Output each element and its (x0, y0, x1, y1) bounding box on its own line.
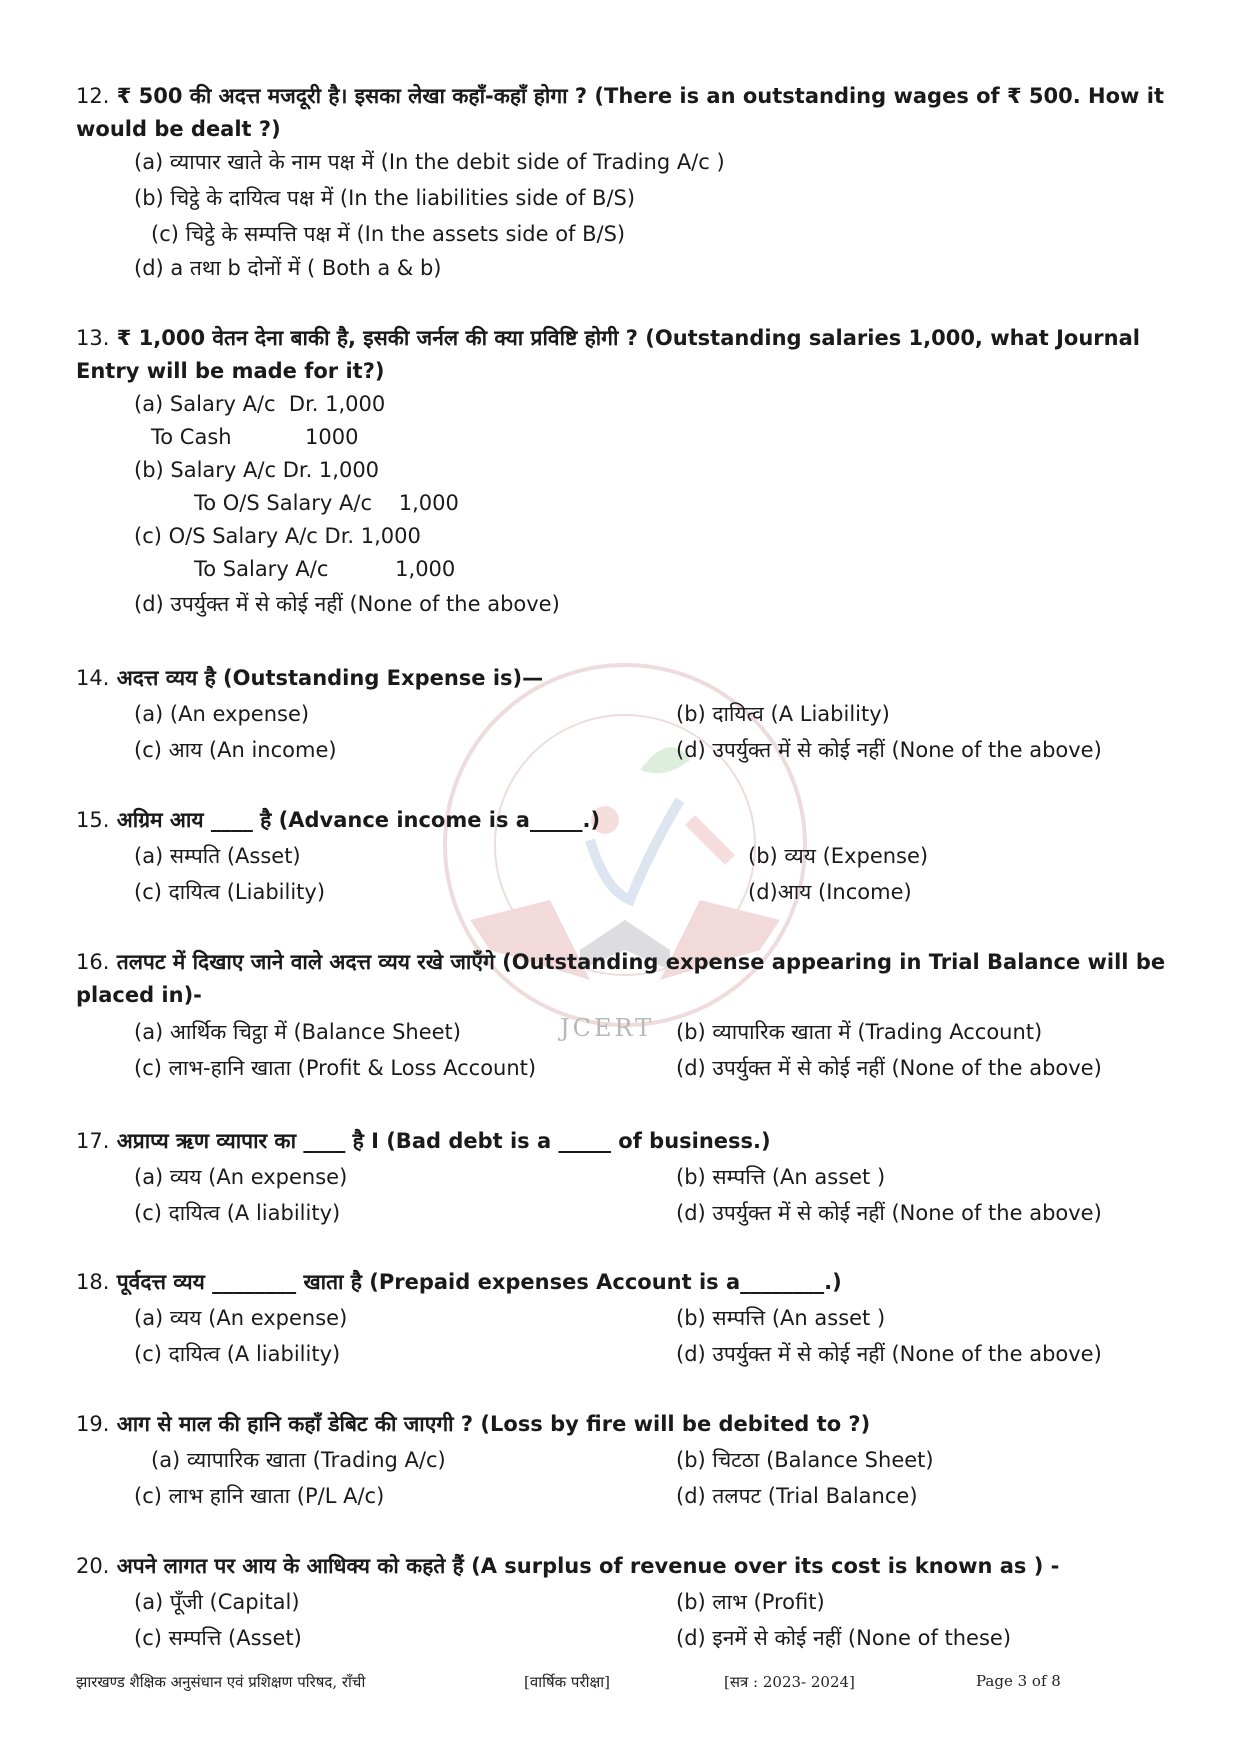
option-c[interactable]: (c) दायित्व (A liability) (134, 1342, 341, 1366)
option-d[interactable]: (d) इनमें से कोई नहीं (None of these) (676, 1626, 1012, 1650)
option-c[interactable]: (c) दायित्व (Liability) (134, 880, 326, 904)
option-d[interactable]: (d) उपर्युक्त में से कोई नहीं (None of the above) (676, 1056, 1102, 1080)
option-c[interactable]: (c) लाभ-हानि खाता (Profit & Loss Account) (134, 1056, 537, 1080)
option-b[interactable]: (b) दायित्व (A Liability) (676, 702, 890, 726)
question-text (76, 804, 1176, 837)
option-b[interactable]: (b) चिटठा (Balance Sheet) (676, 1448, 934, 1472)
option-c[interactable]: (c) दायित्व (A liability) (134, 1201, 341, 1225)
question-body: ₹ 500 की अदत्त मजदूरी है। इसका लेखा कहाँ-कहाँ होगा ? (There is an outstanding wages of ₹ 500. How it would be dealt ?) (76, 84, 1164, 141)
option-d[interactable]: (d) तलपट (Trial Balance) (676, 1484, 918, 1508)
question-19 (76, 1408, 1176, 1518)
question-text (76, 1550, 1176, 1583)
option-d[interactable]: (d) उपर्युक्त में से कोई नहीं (None of the above) (676, 738, 1102, 762)
question-number: 12. (76, 84, 110, 108)
question-number: 20. (76, 1554, 110, 1578)
question-text (76, 322, 1176, 388)
option-b[interactable]: (b) Salary A/c Dr. 1,000 (134, 458, 380, 482)
option-a[interactable]: (a) व्यय (An expense) (134, 1306, 348, 1330)
question-body: अपने लागत पर आय के आधिक्य को कहते हैं (A surplus of revenue over its cost is known as ) - (116, 1554, 1060, 1578)
question-text (76, 946, 1176, 1012)
option-a[interactable]: (a) सम्पति (Asset) (134, 844, 301, 868)
question-body: आग से माल की हानि कहाँ डेबिट की जाएगी ? (Loss by fire will be debited to ?) (116, 1412, 871, 1436)
watermark-text: JCERT (560, 1014, 655, 1042)
question-18 (76, 1266, 1176, 1376)
option-c[interactable]: (c) O/S Salary A/c Dr. 1,000 (134, 524, 421, 548)
option-b[interactable]: (b) चिट्ठे के दायित्व पक्ष में (In the liabilities side of B/S) (134, 186, 636, 210)
option-d[interactable]: (d) उपर्युक्त में से कोई नहीं (None of the above) (134, 592, 560, 616)
question-number: 16. (76, 950, 110, 974)
footer-session: [सत्र : 2023- 2024] (724, 1673, 855, 1691)
question-number: 18. (76, 1270, 110, 1294)
option-a[interactable]: (a) व्यापार खाते के नाम पक्ष में (In the debit side of Trading A/c ) (134, 150, 725, 174)
question-number: 14. (76, 666, 110, 690)
question-16 (76, 946, 1176, 1086)
question-body: अग्रिम आय ____ है (Advance income is a_____.) (116, 808, 601, 832)
option-c[interactable]: (c) आय (An income) (134, 738, 337, 762)
question-text (76, 662, 1176, 695)
option-d[interactable]: (d)आय (Income) (748, 880, 912, 904)
option-d[interactable]: (d) उपर्युक्त में से कोई नहीं (None of the above) (676, 1342, 1102, 1366)
option-a[interactable]: (a) व्यय (An expense) (134, 1165, 348, 1189)
option-c[interactable]: (c) सम्पत्ति (Asset) (134, 1626, 302, 1650)
footer-council: झारखण्ड शैक्षिक अनुसंधान एवं प्रशिक्षण परिषद, राँची (76, 1673, 366, 1691)
question-13 (76, 322, 1176, 622)
option-b[interactable]: (b) सम्पत्ति (An asset ) (676, 1306, 886, 1330)
question-number: 15. (76, 808, 110, 832)
option-a[interactable]: (a) Salary A/c Dr. 1,000 (134, 392, 386, 416)
option-d[interactable]: (d) उपर्युक्त में से कोई नहीं (None of the above) (676, 1201, 1102, 1225)
option-b[interactable]: (b) व्यापारिक खाता में (Trading Account) (676, 1020, 1043, 1044)
question-number: 17. (76, 1129, 110, 1153)
question-body: अदत्त व्यय है (Outstanding Expense is)— (116, 666, 544, 690)
question-number: 13. (76, 326, 110, 350)
question-body: अप्राप्य ऋण व्यापार का ____ है I (Bad debt is a _____ of business.) (116, 1129, 771, 1153)
question-15 (76, 804, 1176, 914)
question-14 (76, 662, 1176, 772)
option-c[interactable]: (c) लाभ हानि खाता (P/L A/c) (134, 1484, 385, 1508)
option-b[interactable]: (b) सम्पत्ति (An asset ) (676, 1165, 886, 1189)
option-c-credit-line: To Salary A/c 1,000 (194, 557, 456, 581)
footer-exam: [वार्षिक परीक्षा] (524, 1673, 610, 1691)
option-a[interactable]: (a) व्यापारिक खाता (Trading A/c) (151, 1448, 446, 1472)
question-12 (76, 80, 1176, 280)
option-a[interactable]: (a) आर्थिक चिट्ठा में (Balance Sheet) (134, 1020, 461, 1044)
option-b[interactable]: (b) लाभ (Profit) (676, 1590, 825, 1614)
option-c[interactable]: (c) चिट्ठे के सम्पत्ति पक्ष में (In the assets side of B/S) (151, 222, 626, 246)
question-text (76, 80, 1176, 146)
page-footer (76, 1672, 1176, 1696)
option-d[interactable]: (d) a तथा b दोनों में ( Both a & b) (134, 256, 442, 280)
question-text (76, 1125, 1176, 1158)
option-a-credit-line: To Cash 1000 (151, 425, 359, 449)
question-number: 19. (76, 1412, 110, 1436)
option-a[interactable]: (a) पूँजी (Capital) (134, 1590, 300, 1614)
option-a[interactable]: (a) (An expense) (134, 702, 310, 726)
option-b[interactable]: (b) व्यय (Expense) (748, 844, 929, 868)
option-b-credit-line: To O/S Salary A/c 1,000 (194, 491, 459, 515)
question-text (76, 1266, 1176, 1299)
question-17 (76, 1125, 1176, 1235)
question-text (76, 1408, 1176, 1441)
question-body: पूर्वदत्त व्यय ________ खाता है (Prepaid expenses Account is a________.) (116, 1270, 842, 1294)
question-body: ₹ 1,000 वेतन देना बाकी है, इसकी जर्नल की क्या प्रविष्टि होगी ? (Outstanding salaries 1,000, what Journal Entry will be made for it?) (76, 326, 1140, 383)
question-body: तलपट में दिखाए जाने वाले अदत्त व्यय रखे जाएँगे (Outstanding expense appearing in Trial Balance will be placed in)- (76, 950, 1166, 1007)
footer-page-number: Page 3 of 8 (976, 1672, 1061, 1690)
question-20 (76, 1550, 1176, 1660)
